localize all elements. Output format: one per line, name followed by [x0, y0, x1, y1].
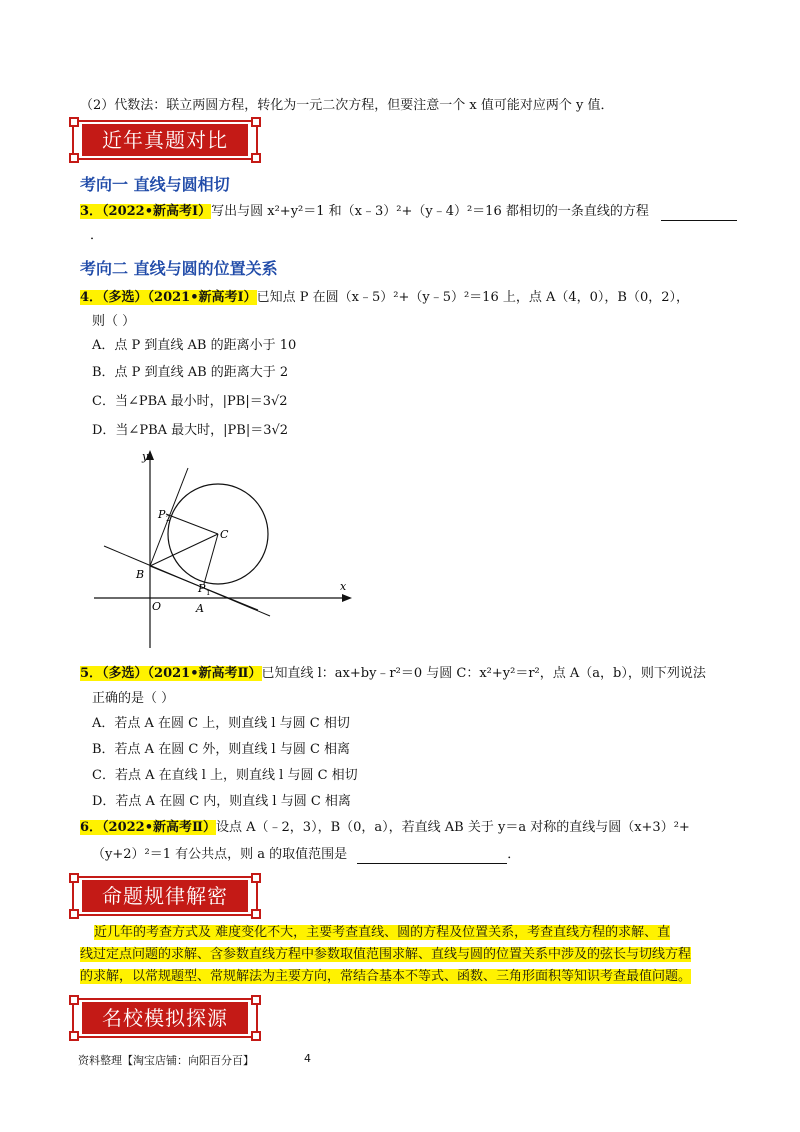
q4-option-d: D．当∠PBA 最大时，|PB|＝3√2	[92, 423, 289, 438]
banner-corner-ornament	[69, 995, 79, 1005]
label-p2: P	[158, 508, 166, 521]
q5-source: 5．（多选）（2021•新高考Ⅱ）	[80, 666, 262, 681]
q6-end: ．	[507, 847, 521, 862]
banner-corner-ornament	[251, 909, 261, 919]
banner-corner-ornament	[69, 1031, 79, 1041]
question-4	[80, 289, 689, 307]
label-c: C	[220, 528, 229, 541]
label-x: x	[340, 580, 347, 593]
q6-text2: （y+2）²＝1 有公共点，则 a 的取值范围是	[92, 847, 348, 862]
label-y: y	[142, 450, 149, 463]
segment-p2c	[166, 514, 218, 534]
q5-option-a: A．若点 A 在圆 C 上，则直线 l 与圆 C 相切	[92, 716, 350, 731]
banner-title: 名校模拟探源	[82, 1002, 248, 1034]
banner-title: 命题规律解密	[82, 880, 248, 912]
geometry-figure	[90, 448, 360, 652]
analysis-line-1: 近几年的考查方式及 难度变化不大，主要考查直线、圆的方程及位置关系，考查直线方程的求解、直	[94, 925, 671, 940]
label-a: A	[196, 602, 204, 615]
section-banner-mock-exams	[72, 998, 258, 1038]
question-6	[80, 819, 690, 837]
label-p1-sub: 1	[206, 589, 211, 597]
banner-corner-ornament	[69, 909, 79, 919]
q4-option-a: A．点 P 到直线 AB 的距离小于 10	[92, 338, 297, 353]
banner-corner-ornament	[69, 153, 79, 163]
analysis-line-2: 线过定点问题的求解、含参数直线方程中参数取值范围求解、直线与圆的位置关系中涉及的弦长与切线方程	[80, 947, 692, 962]
q5-option-c: C．若点 A 在直线 l 上，则直线 l 与圆 C 相切	[92, 768, 358, 783]
q6-text2-row	[92, 846, 520, 864]
banner-corner-ornament	[251, 995, 261, 1005]
label-b: B	[136, 568, 145, 581]
page-number: 4	[304, 1052, 311, 1065]
label-o: O	[152, 600, 162, 613]
q4-text: 已知点 P 在圆（x﹣5）²+（y﹣5）²＝16 上，点 A（4，0），B（0，2），	[256, 290, 690, 305]
banner-corner-ornament	[69, 873, 79, 883]
q3-source: 3．（2022•新高考Ⅰ）	[80, 204, 212, 219]
q4-option-b: B．点 P 到直线 AB 的距离大于 2	[92, 365, 289, 380]
q3-answer-blank[interactable]	[661, 206, 737, 221]
label-p2-sub: 2	[166, 515, 171, 523]
section-banner-exam-comparison	[72, 120, 258, 160]
heading-topic-2: 考向二 直线与圆的位置关系	[80, 259, 278, 278]
q5-option-d: D．若点 A 在圆 C 内，则直线 l 与圆 C 相离	[92, 794, 351, 809]
section-banner-pattern	[72, 876, 258, 916]
analysis-line-3: 的求解，以常规题型、常规解法为主要方向，常结合基本不等式、函数、三角形面积等知识考查最值问题。	[80, 969, 692, 984]
q5-text2: 正确的是（ ）	[92, 691, 175, 706]
banner-corner-ornament	[251, 1031, 261, 1041]
banner-corner-ornament	[251, 153, 261, 163]
q6-source: 6．（2022•新高考Ⅱ）	[80, 820, 216, 835]
label-p1: P	[198, 582, 206, 595]
heading-topic-1: 考向一 直线与圆相切	[80, 175, 230, 194]
segment-p1c	[204, 534, 218, 584]
q6-answer-blank[interactable]	[357, 849, 507, 864]
question-5	[80, 665, 706, 683]
q3-text: 写出与圆 x²+y²＝1 和（x﹣3）²+（y﹣4）²＝16 都相切的一条直线的方程	[211, 204, 649, 219]
banner-title: 近年真题对比	[82, 124, 248, 156]
q5-option-b: B．若点 A 在圆 C 外，则直线 l 与圆 C 相离	[92, 742, 351, 757]
q6-text: 设点 A（﹣2，3），B（0，a），若直线 AB 关于 y＝a 对称的直线与圆（x+3）²+	[216, 820, 690, 835]
analysis-paragraph	[80, 922, 740, 988]
banner-corner-ornament	[251, 873, 261, 883]
question-3	[80, 203, 737, 221]
intro-line: （2）代数法：联立两圆方程，转化为一元二次方程，但要注意一个 x 值可能对应两个 y 值．	[80, 98, 614, 113]
q4-text2: 则（ ）	[92, 314, 136, 329]
q4-option-c: C．当∠PBA 最小时，|PB|＝3√2	[92, 394, 288, 409]
footer-source: 资料整理【淘宝店铺：向阳百分百】	[78, 1054, 254, 1067]
q3-end: ．	[90, 228, 104, 243]
banner-corner-ornament	[251, 117, 261, 127]
q5-text: 已知直线 l：ax+by﹣r²＝0 与圆 C：x²+y²＝r²，点 A（a，b），则下列说法	[261, 666, 706, 681]
x-axis-arrow	[342, 594, 352, 602]
banner-corner-ornament	[69, 117, 79, 127]
q4-source: 4．（多选）（2021•新高考Ⅰ）	[80, 290, 257, 305]
